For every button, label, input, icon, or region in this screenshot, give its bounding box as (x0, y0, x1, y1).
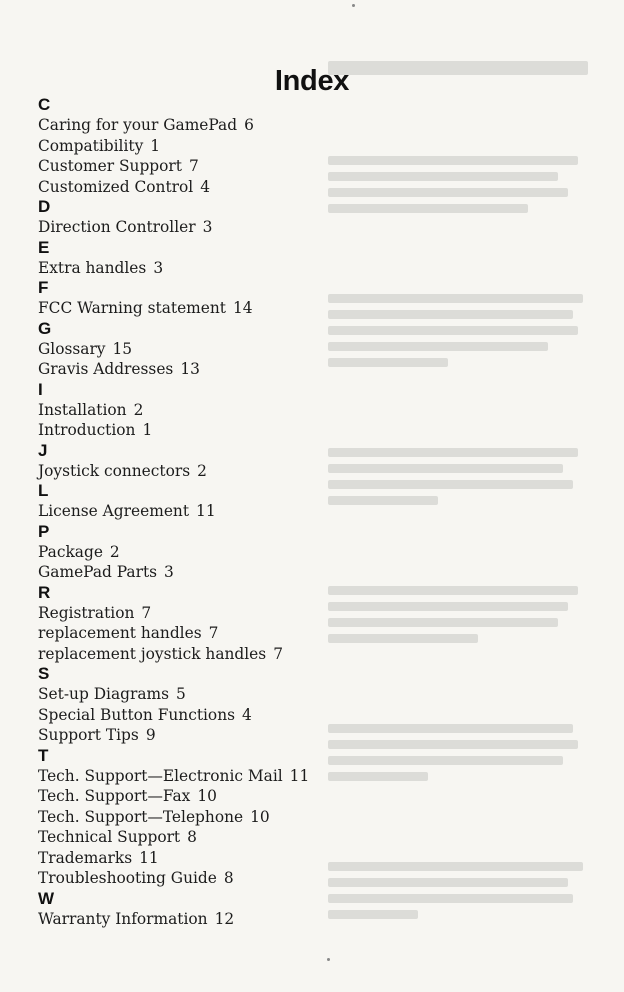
index-entry (38, 848, 318, 869)
entry-page-number: 2 (109, 542, 120, 561)
entry-term: Support Tips (38, 726, 139, 744)
entry-page-number: 12 (214, 909, 235, 928)
index-section (38, 95, 318, 197)
entry-page-number: 6 (244, 116, 254, 134)
section-letter: D (38, 197, 51, 216)
entry-page-number: 11 (289, 766, 310, 785)
index-section (38, 746, 318, 889)
entry-page-number: 3 (153, 258, 164, 277)
entry-page-number: 1 (142, 421, 153, 439)
entry-page-number: 3 (202, 218, 213, 236)
entry-page-number: 15 (112, 339, 133, 358)
entry-term: Technical Support (38, 828, 181, 846)
entry-term: Trademarks (38, 848, 133, 867)
entry-term: Customer Support (38, 157, 182, 175)
index-entry (38, 623, 318, 644)
index-entry (38, 115, 318, 136)
section-letter: T (38, 745, 49, 765)
entry-term: Introduction (38, 421, 136, 439)
entry-page-number: 2 (197, 461, 207, 480)
entry-page-number: 11 (196, 502, 216, 520)
index-entry (38, 684, 318, 705)
index-entry (38, 644, 318, 665)
paper-speck (327, 958, 330, 961)
index-entry (38, 136, 318, 157)
index-entry (38, 177, 318, 198)
index-entry (38, 827, 318, 848)
entry-page-number: 7 (208, 624, 219, 642)
entry-page-number: 7 (188, 157, 199, 175)
index-entry (38, 542, 318, 563)
entry-page-number: 14 (232, 299, 253, 317)
section-letter: E (38, 237, 50, 257)
index-section (38, 319, 318, 380)
entry-term: Tech. Support—Electronic Mail (38, 766, 283, 785)
entry-term: Installation (38, 400, 127, 419)
index-entry (38, 156, 318, 177)
entry-term: replacement joystick handles (38, 644, 267, 663)
index-entry (38, 359, 318, 380)
index-section (38, 197, 318, 238)
index-section (38, 522, 318, 583)
section-letter: F (38, 278, 49, 297)
entry-term: FCC Warning statement (38, 299, 226, 317)
entry-page-number: 8 (187, 828, 197, 846)
section-letter: P (38, 521, 50, 541)
index-section (38, 441, 318, 482)
section-letter: G (38, 318, 52, 338)
section-letter: S (38, 664, 50, 683)
entry-page-number: 11 (139, 848, 159, 867)
entry-term: Customized Control (38, 177, 194, 196)
entry-term: Glossary (38, 339, 106, 358)
entry-page-number: 7 (273, 644, 283, 663)
index-entry (38, 298, 318, 319)
index-section (38, 889, 318, 930)
entry-term: GamePad Parts (38, 563, 158, 581)
entry-page-number: 7 (141, 603, 152, 622)
section-letter: J (38, 440, 48, 460)
index-section (38, 664, 318, 746)
section-letter: I (38, 379, 43, 399)
entry-term: Tech. Support—Telephone (38, 807, 244, 826)
entry-term: replacement handles (38, 624, 202, 642)
entry-page-number: 8 (223, 869, 234, 887)
entry-term: Gravis Addresses (38, 360, 174, 378)
index-entry (38, 603, 318, 624)
index-entry (38, 501, 318, 522)
entry-term: Package (38, 542, 103, 561)
entry-term: Warranty Information (38, 909, 208, 928)
paper-speck (352, 4, 355, 7)
index-entry (38, 786, 318, 807)
index-entry (38, 400, 318, 421)
entry-term: Extra handles (38, 258, 147, 277)
index-section (38, 380, 318, 441)
entry-page-number: 5 (176, 685, 186, 703)
section-letter: W (38, 888, 55, 908)
entry-page-number: 10 (197, 787, 217, 805)
index-entry (38, 258, 318, 279)
section-letter: C (38, 95, 51, 114)
index-entry (38, 868, 318, 889)
entry-page-number: 9 (145, 726, 156, 744)
entry-term: Tech. Support—Fax (38, 787, 191, 805)
entry-page-number: 13 (180, 360, 200, 378)
entry-page-number: 1 (150, 136, 161, 155)
entry-term: License Agreement (38, 502, 190, 520)
index-entry (38, 807, 318, 828)
reverse-page-bleed-through (300, 55, 610, 955)
entry-page-number: 4 (200, 177, 210, 196)
index-entry (38, 420, 318, 441)
entry-term: Registration (38, 603, 135, 622)
index-entry (38, 705, 318, 726)
index-entry (38, 461, 318, 482)
entry-term: Direction Controller (38, 218, 196, 236)
entry-term: Special Button Functions (38, 705, 236, 724)
index-entry (38, 909, 318, 930)
entry-term: Set-up Diagrams (38, 685, 170, 703)
page-title: Index (274, 65, 350, 98)
index-list (38, 95, 318, 929)
entry-page-number: 3 (164, 563, 174, 581)
section-letter: R (38, 582, 51, 602)
index-section (38, 238, 318, 279)
entry-page-number: 10 (250, 807, 270, 826)
entry-term: Caring for your GamePad (38, 116, 238, 134)
index-section (38, 278, 318, 319)
index-entry (38, 562, 318, 583)
index-section (38, 583, 318, 665)
index-entry (38, 217, 318, 238)
index-entry (38, 766, 318, 787)
entry-page-number: 2 (133, 400, 144, 419)
index-entry (38, 725, 318, 746)
entry-term: Compatibility (38, 136, 144, 155)
entry-term: Troubleshooting Guide (38, 869, 217, 887)
entry-page-number: 4 (242, 705, 252, 724)
index-section (38, 481, 318, 522)
index-entry (38, 339, 318, 360)
section-letter: L (38, 481, 49, 500)
entry-term: Joystick connectors (38, 461, 191, 480)
